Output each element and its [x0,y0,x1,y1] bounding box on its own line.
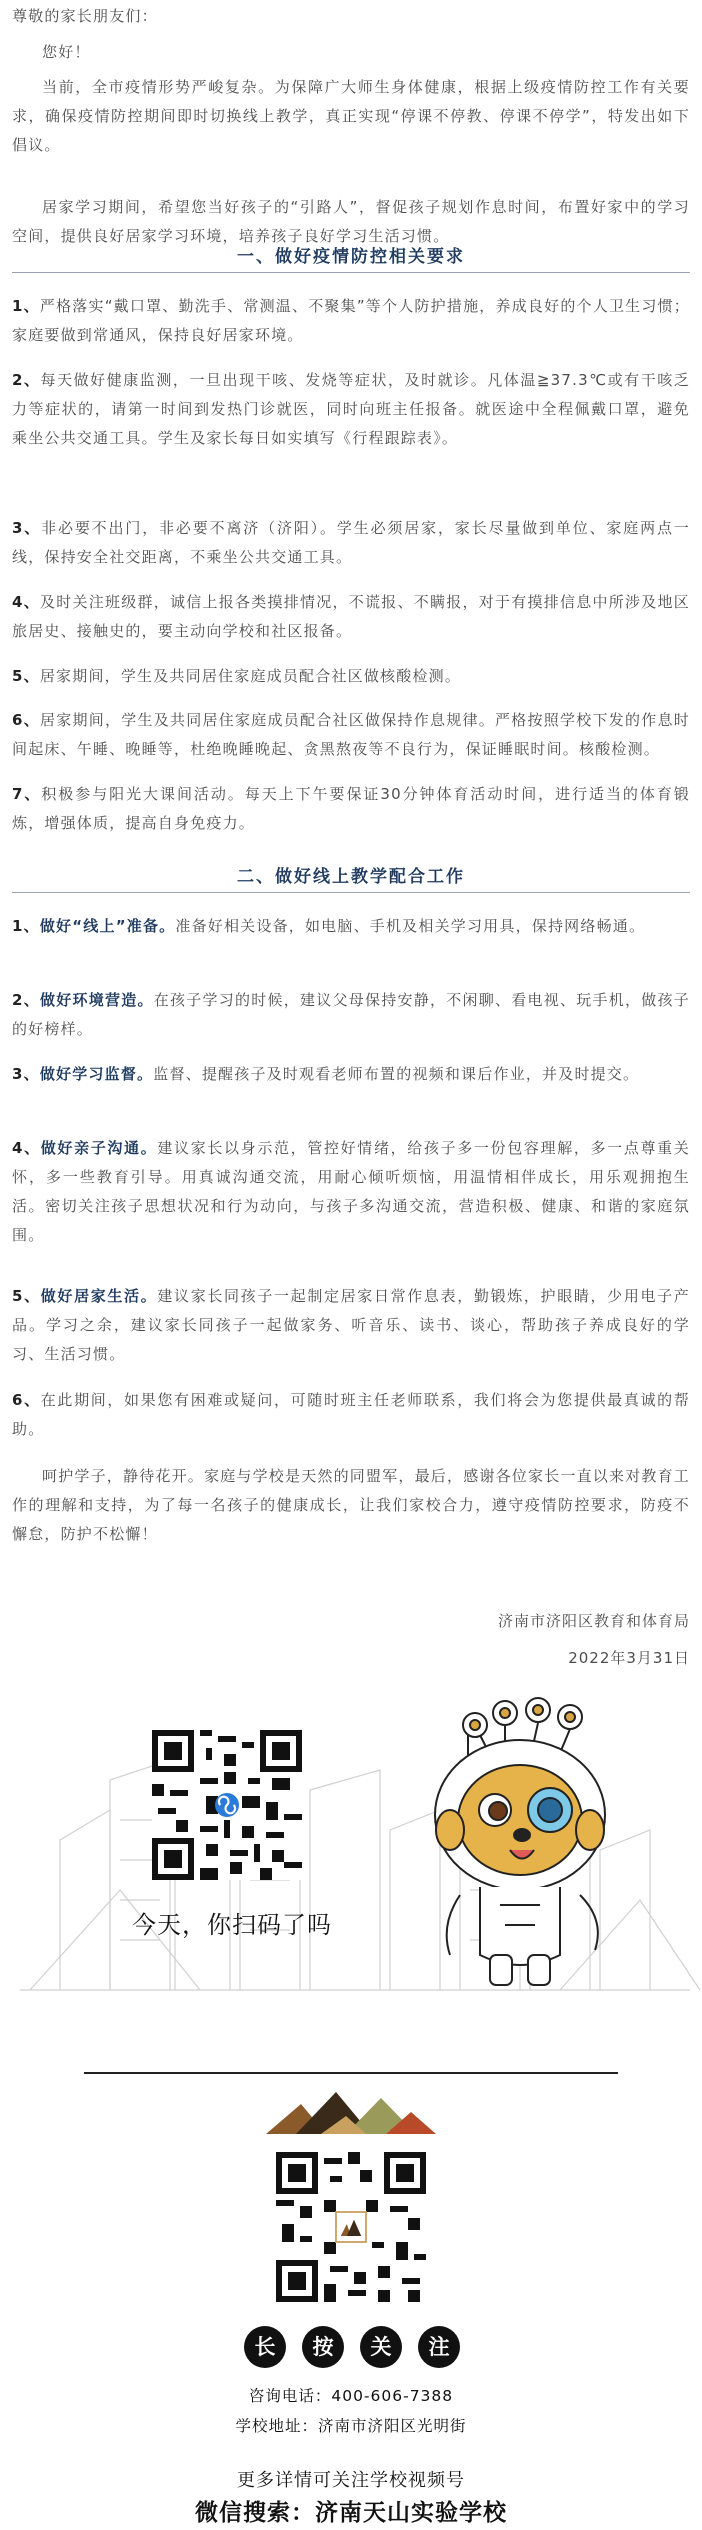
section-2-divider [12,892,690,893]
astronaut-mascot-icon [420,1695,640,1995]
s2-item-3: 3、做好学习监督。监督、提醒孩子及时观看老师布置的视频和课后作业，并及时提交。 [12,1065,640,1083]
scan-banner [0,1690,702,2000]
banner-qr-code[interactable] [152,1730,302,1880]
s1-item-2: 2、每天做好健康监测，一旦出现干咳、发烧等症状，及时就诊。凡体温≧37.3℃或有干咳乏力等症状的，请第一时间到发热门诊就医，同时向班主任报备。就医途中全程佩戴口罩，避免乘坐公共交通工具。学生及家长每日如实填写《行程跟踪表》。 [12,371,690,447]
press-char-3: 关 [360,2326,402,2368]
s1-item-1: 1、严格落实“戴口罩、勤洗手、常测温、不聚集”等个人防护措施，养成良好的个人卫生习惯；家庭要做到常通风，保持良好居家环境。 [12,297,690,344]
section-1-title: 一、做好疫情防控相关要求 [237,247,465,267]
press-char-1: 长 [244,2326,286,2368]
greeting: 尊敬的家长朋友们： [12,7,158,25]
footer-divider [84,2072,618,2074]
section-1-divider [12,272,690,273]
school-logo-icon [266,2084,436,2136]
s1-item-5: 5、居家期间，学生及共同居住家庭成员配合社区做核酸检测。 [12,667,462,685]
s1-item-7: 7、积极参与阳光大课间活动。每天上下午要保证30分钟体育活动时间，进行适当的体育锻炼，增强体质，提高自身免疫力。 [12,785,690,832]
press-char-4: 注 [418,2326,460,2368]
scan-caption: 今天，你扫码了吗 [132,1911,332,1939]
footer-qr-code[interactable] [276,2152,426,2302]
intro-paragraph-2: 居家学习期间，希望您当好孩子的“引路人”，督促孩子规划作息时间，布置好家中的学习空间，提供良好居家学习环境，培养孩子良好学习生活习惯。 [12,198,690,245]
s2-item-4: 4、做好亲子沟通。建议家长以身示范，管控好情绪，给孩子多一份包容理解，多一点尊重关怀，多一些教育引导。用真诚沟通交流，用耐心倾听烦恼，用温情相伴成长，用乐观拥抱生活。密切关注孩子思想状况和行为动向，与孩子多沟通交流，营造积极、健康、和谐的家庭氛围。 [12,1139,691,1244]
closing-paragraph: 呵护学子，静待花开。家庭与学校是天然的同盟军，最后，感谢各位家长一直以来对教育工作的理解和支持，为了每一名孩子的健康成长，让我们家校合力，遵守疫情防控要求，防疫不懈怠，防护不松懈！ [12,1467,691,1543]
s2-item-6: 6、在此期间，如果您有困难或疑问，可随时班主任老师联系，我们将会为您提供最真诚的帮助。 [12,1391,690,1438]
wechat-search: 微信搜索：济南天山实验学校 [195,2500,507,2526]
signature-date: 2022年3月31日 [568,1649,690,1667]
section-2-title: 二、做好线上教学配合工作 [237,867,465,887]
contact-phone: 咨询电话：400-606-7388 [248,2387,454,2405]
s1-item-4: 4、及时关注班级群，诚信上报各类摸排情况，不谎报、不瞒报，对于有摸排信息中所涉及地区旅居史、接触史的，要主动向学校和社区报备。 [12,593,690,640]
press-char-2: 按 [302,2326,344,2368]
s2-item-1: 1、做好“线上”准备。准备好相关设备，如电脑、手机及相关学习用具，保持网络畅通。 [12,917,646,935]
s2-item-5: 5、做好居家生活。建议家长同孩子一起制定居家日常作息表，勤锻炼，护眼睛，少用电子产品。学习之余，建议家长同孩子一起做家务、听音乐、读书、谈心，帮助孩子养成良好的学习、生活习惯。 [12,1287,691,1363]
intro-paragraph-1: 当前，全市疫情形势严峻复杂。为保障广大师生身体健康，根据上级疫情防控工作有关要求，确保疫情防控期间即时切换线上教学，真正实现“停课不停教、停课不停学”，特发出如下倡议。 [12,78,690,154]
more-info: 更多详情可关注学校视频号 [237,2470,465,2491]
hello: 您好！ [42,43,91,61]
s1-item-3: 3、非必要不出门，非必要不离济（济阳）。学生必须居家，家长尽量做到单位、家庭两点一线，保持安全社交距离，不乘坐公共交通工具。 [12,519,690,566]
school-address: 学校地址：济南市济阳区光明街 [235,2417,467,2435]
s2-item-2: 2、做好环境营造。在孩子学习的时候，建议父母保持安静，不闲聊、看电视、玩手机，做孩子的好榜样。 [12,991,691,1038]
section-2-header [0,862,702,887]
signature-org: 济南市济阳区教育和体育局 [497,1612,690,1630]
s1-item-6: 6、居家期间，学生及共同居住家庭成员配合社区做保持作息规律。严格按照学校下发的作息时间起床、午睡、晚睡等，杜绝晚睡晚起、贪黑熬夜等不良行为，保证睡眠时间。核酸检测。 [12,711,690,758]
section-1-header [0,242,702,267]
